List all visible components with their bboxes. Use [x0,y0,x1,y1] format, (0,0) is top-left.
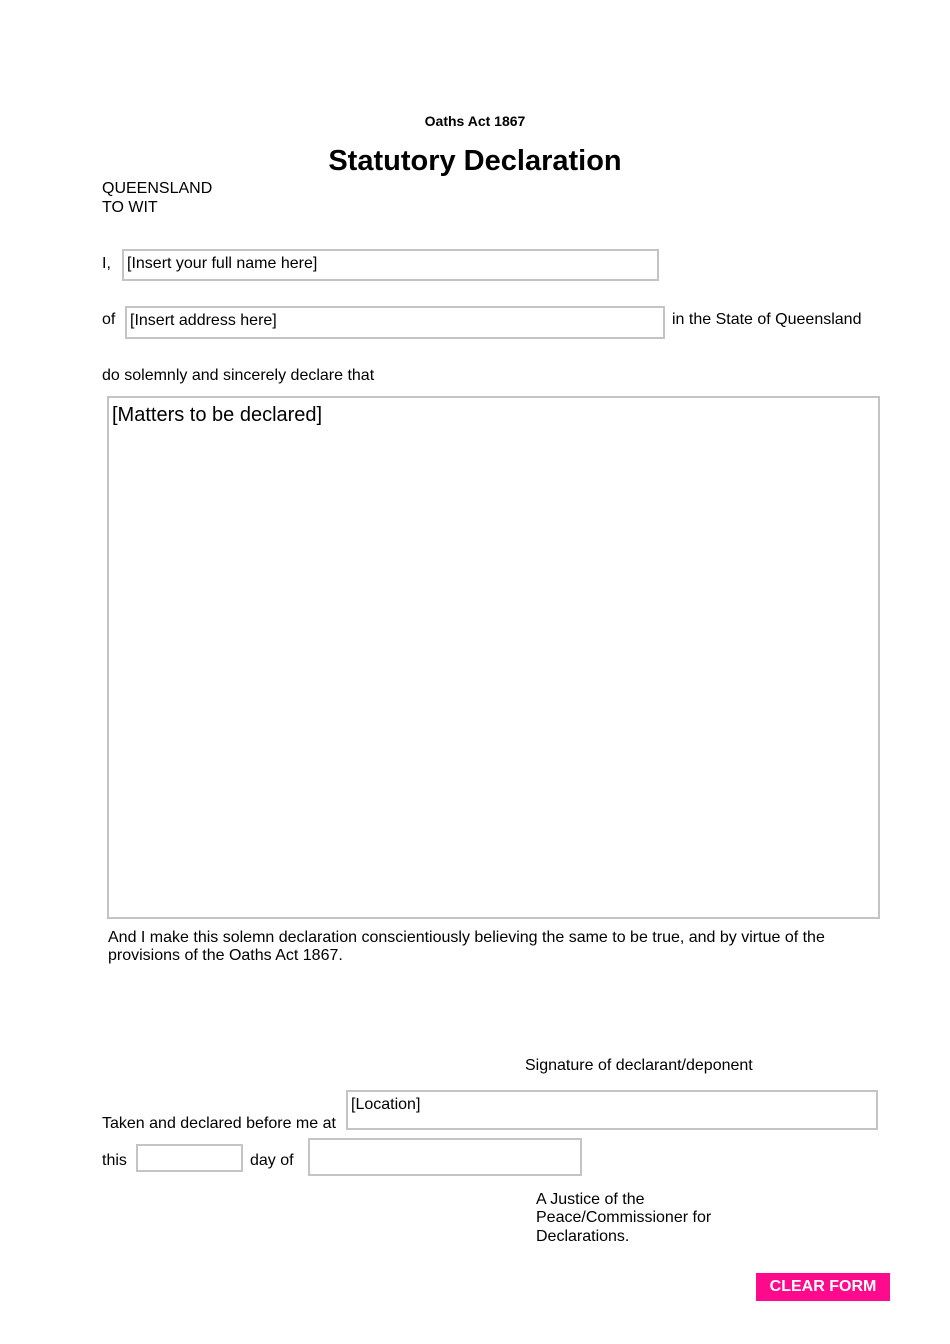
day-field[interactable] [136,1144,243,1172]
i-label: I, [102,255,111,272]
location-field[interactable]: [Location] [346,1090,878,1130]
justice-label-line3: Declarations. [536,1228,630,1245]
state-suffix: in the State of Queensland [672,311,862,328]
justice-label-line2: Peace/Commissioner for [536,1209,712,1226]
closing-statement-line2: provisions of the Oaths Act 1867. [108,947,343,964]
month-year-field[interactable] [308,1138,582,1176]
act-name: Oaths Act 1867 [424,113,526,129]
closing-statement-line1: And I make this solemn declaration conscientiously believing the same to be true, and by virtue of the [108,929,825,946]
this-label: this [102,1152,127,1169]
full-name-field[interactable]: [Insert your full name here] [122,249,659,281]
justice-label-line1: A Justice of the [536,1191,645,1208]
of-label: of [102,311,116,328]
taken-declared-label: Taken and declared before me at [102,1115,336,1132]
jurisdiction-state: QUEENSLAND [102,180,213,197]
clear-form-button[interactable]: CLEAR FORM [756,1273,890,1301]
declare-intro: do solemnly and sincerely declare that [102,367,375,384]
matters-declared-field[interactable]: [Matters to be declared] [107,396,880,919]
signature-label: Signature of declarant/deponent [525,1057,753,1074]
day-of-label: day of [250,1152,294,1169]
address-field[interactable]: [Insert address here] [125,306,665,339]
jurisdiction-to-wit: TO WIT [102,199,158,216]
page-title: Statutory Declaration [328,145,622,177]
